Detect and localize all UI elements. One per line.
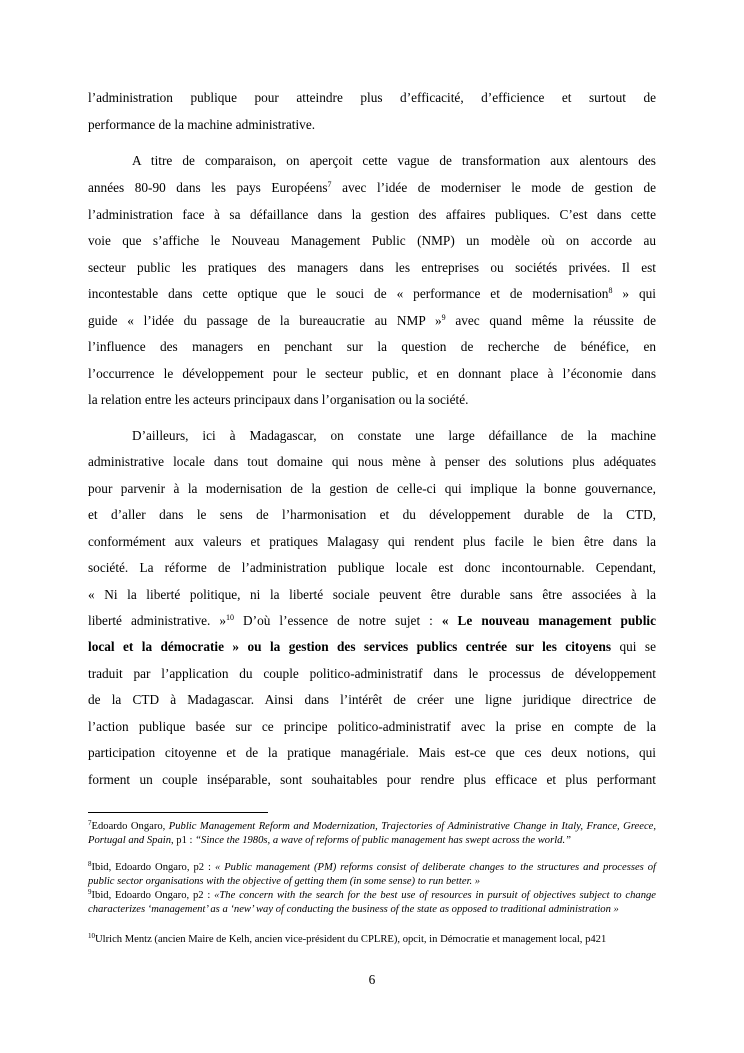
body-line (88, 285, 656, 302)
page-number: 6 (368, 972, 376, 987)
text-run: années 80-90 dans les pays Européens (88, 180, 328, 195)
body-line: société. La réforme de l’administration publique locale est donc incontournable. Cependant, (88, 560, 656, 575)
footnote-author: Ibid, Edoardo Ongaro, p2 : (91, 862, 215, 873)
footnote-number: 9 (88, 888, 92, 896)
body-line: l’action publique basée sur ce principe politico-administratif avec la prise en compte de la (88, 719, 656, 734)
text-run: avec quand même la réussite de (445, 313, 656, 328)
footnote-ref-9[interactable]: 9 (441, 313, 446, 322)
body-line: l’administration publique pour atteindre plus d’efficacité, d’efficience et surtout de (88, 90, 656, 105)
body-line: A titre de comparaison, on aperçoit cette vague de transformation aux alentours des (132, 153, 656, 168)
body-line: performance de la machine administrative. (88, 117, 316, 132)
body-line: l’occurrence le développement pour le secteur public, et en donnant place à l’économie dans (88, 366, 656, 381)
body-line: traduit par l’application du couple politico-administratif dans le processus de développement (88, 666, 656, 681)
text-run: guide « l’idée du passage de la bureaucratie au NMP » (88, 313, 442, 328)
footnote-number: 7 (88, 819, 92, 827)
body-line: pour parvenir à la modernisation de la gestion de celle-ci qui implique la bonne gouvernance, (88, 481, 656, 496)
footnote-quote: «The concern with the search for the best use of resources in pursuit of objectives subject to change characterizes ‘management’ as a ‘new’ way of conducting the business of the state as opposed to traditional administration » (88, 890, 656, 915)
footnote-ref-8[interactable]: 8 (608, 286, 613, 295)
body-line (88, 638, 656, 655)
body-line: de la CTD à Madagascar. Ainsi dans l’intérêt de créer une ligne juridique directrice de (88, 692, 656, 707)
body-line: D’ailleurs, ici à Madagascar, on constate une large défaillance de la machine (132, 428, 656, 443)
body-line: administrative locale dans tout domaine qui nous mène à penser des solutions plus adéquates (88, 454, 656, 469)
body-line: conformément aux valeurs et pratiques Malagasy qui rendent plus facile le bien être dans la (88, 534, 656, 549)
body-line: la relation entre les acteurs principaux dans l’organisation ou la société. (88, 392, 469, 407)
body-line: et d’aller dans le sens de l’harmonisation et du développement durable de la CTD, (88, 507, 656, 522)
footnote-author: Ibid, Edoardo Ongaro, p2 : (91, 890, 215, 901)
body-line: forment un couple inséparable, sont souhaitables pour rendre plus efficace et plus performant (88, 772, 656, 787)
footnote-number: 10 (88, 932, 95, 940)
footnote-author: Edoardo Ongaro, (91, 821, 169, 832)
footnote-ref-7[interactable]: 7 (327, 180, 332, 189)
footnote-7 (88, 820, 656, 847)
text-run: liberté administrative. » (88, 613, 227, 628)
subject-title: local et la démocratie » ou la gestion des services publics centrée sur les citoyens (88, 639, 612, 654)
body-line (88, 179, 656, 196)
body-line: l’administration face à sa défaillance dans la gestion des affaires publiques. C’est dans cette (88, 207, 656, 222)
footnote-quote: “Since the 1980s, a wave of reforms of public management has swept across the world.” (195, 834, 572, 846)
footnote-9 (88, 889, 656, 916)
footnote-number: 8 (88, 860, 92, 868)
text-run: incontestable dans cette optique que le souci de « performance et de modernisation (88, 286, 609, 301)
text-run: » qui (612, 286, 656, 301)
body-line (88, 612, 656, 629)
footnote-separator (88, 812, 268, 813)
body-line: secteur public les pratiques des managers dans les entreprises ou sociétés privées. Il est (88, 260, 656, 275)
text-run: qui se (611, 639, 656, 654)
body-line: voie que s’affiche le Nouveau Management Public (NMP) un modèle où on accorde au (88, 233, 656, 248)
subject-title: « Le nouveau management public (441, 613, 656, 628)
footnote-text: , p1 : (171, 834, 196, 846)
body-line: « Ni la liberté politique, ni la liberté sociale peuvent être durable sans être associées à la (88, 587, 656, 602)
body-line (88, 312, 656, 329)
body-line: l’influence des managers en penchant sur la question de recherche de bénéfice, en (88, 339, 656, 354)
text-run: avec l’idée de moderniser le mode de gestion de (331, 180, 656, 195)
footnote-10 (88, 933, 656, 947)
footnote-quote: « Public management (PM) reforms consist of deliberate changes to the structures and processes of public sector organisations with the objective of getting them (in some sense) to run better. » (88, 862, 656, 887)
footnote-text: Ulrich Mentz (ancien Maire de Kelh, ancien vice-président du CPLRE), opcit, in Démocratie et management local, p421 (95, 934, 607, 945)
footnote-8 (88, 861, 656, 888)
text-run: D’où l’essence de notre sujet : (234, 613, 442, 628)
footnote-ref-10[interactable]: 10 (226, 613, 235, 622)
body-line: participation citoyenne et de la pratique managériale. Mais est-ce que ces deux notions, qui (88, 745, 656, 760)
footnote-title: Public Management Reform and Modernization, Trajectories of Administrative Change in Italy, France, Greece, Portugal and Spain (88, 821, 657, 846)
